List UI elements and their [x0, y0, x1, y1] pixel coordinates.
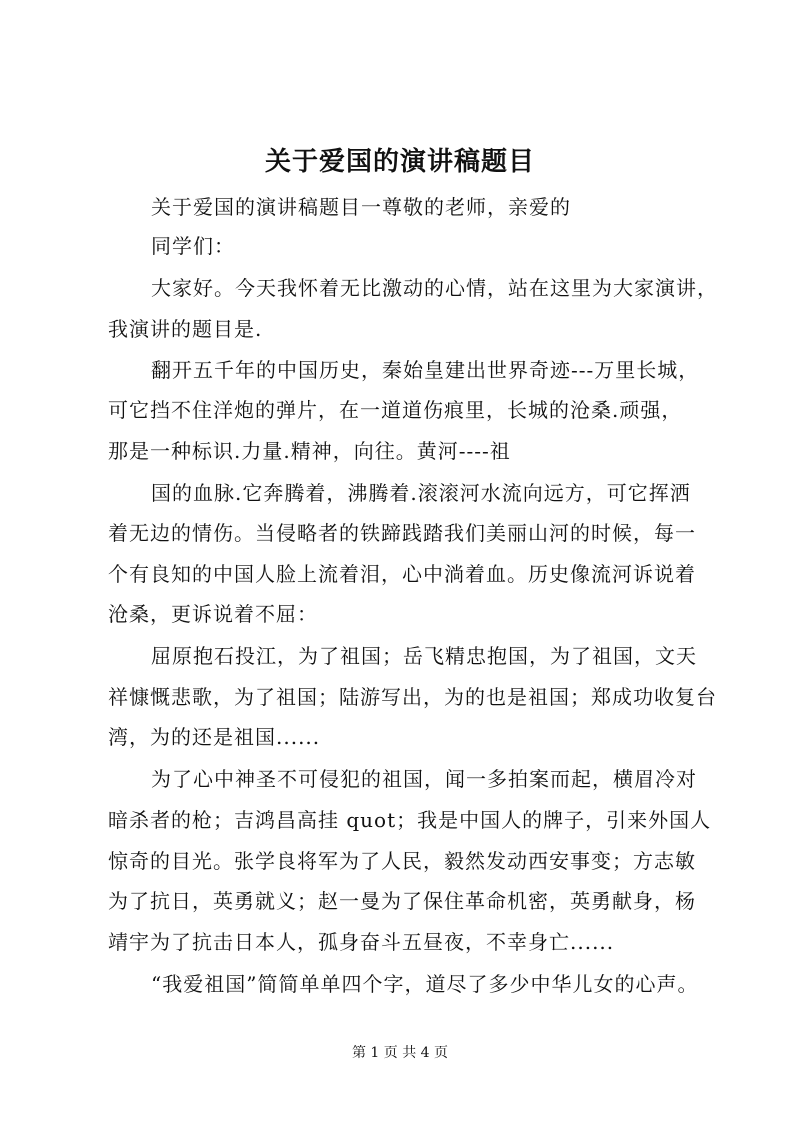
- document-title: 关于爱国的演讲稿题目: [264, 147, 535, 177]
- paragraph-line: 沧桑，更诉说着不屈：: [108, 602, 318, 626]
- paragraph-line: 靖宇为了抗击日本人，孤身奋斗五昼夜，不幸身亡......: [108, 930, 615, 954]
- paragraph-line: 个有良知的中国人脸上流着泪，心中淌着血。历史像流河诉说着: [108, 562, 696, 586]
- paragraph-line: 国的血脉.它奔腾着，沸腾着.滚滚河水流向远方，可它挥洒: [151, 481, 691, 505]
- paragraph-line: “我爱祖国”简简单单四个字，道尽了多少中华儿女的心声。: [151, 972, 699, 996]
- paragraph-line: 大家好。今天我怀着无比激动的心情，站在这里为大家演讲，: [151, 276, 718, 300]
- paragraph-line: 那是一种标识.力量.精神，向往。黄河----祖: [108, 439, 511, 463]
- paragraph-line: 同学们：: [151, 234, 235, 258]
- paragraph-line: 暗杀者的枪；吉鸿昌高挂 quot；我是中国人的牌子，引来外国人: [108, 808, 712, 832]
- page-footer: 第 1 页 共 4 页: [351, 1045, 449, 1061]
- paragraph-line: 我演讲的题目是.: [108, 317, 263, 341]
- paragraph-line: 湾，为的还是祖国......: [108, 725, 321, 749]
- paragraph-line: 祥慷慨悲歌，为了祖国；陆游写出，为的也是祖国；郑成功收复台: [108, 685, 717, 709]
- paragraph-line: 关于爱国的演讲稿题目一尊敬的老师，亲爱的: [151, 195, 571, 219]
- paragraph-line: 屈原抱石投江，为了祖国；岳飞精忠抱国，为了祖国，文天: [151, 644, 697, 668]
- paragraph-line: 翻开五千年的中国历史，秦始皇建出世界奇迹---万里长城，: [151, 358, 700, 382]
- paragraph-line: 为了心中神圣不可侵犯的祖国，闻一多拍案而起，横眉冷对: [151, 767, 697, 791]
- paragraph-line: 着无边的情伤。当侵略者的铁蹄践踏我们美丽山河的时候，每一: [108, 521, 696, 545]
- paragraph-line: 可它挡不住洋炮的弹片，在一道道伤痕里，长城的沧桑.顽强，: [108, 398, 683, 422]
- paragraph-line: 惊奇的目光。张学良将军为了人民，毅然发动西安事变；方志敏: [108, 849, 696, 873]
- paragraph-line: 为了抗日，英勇就义；赵一曼为了保住革命机密，英勇献身，杨: [108, 889, 696, 913]
